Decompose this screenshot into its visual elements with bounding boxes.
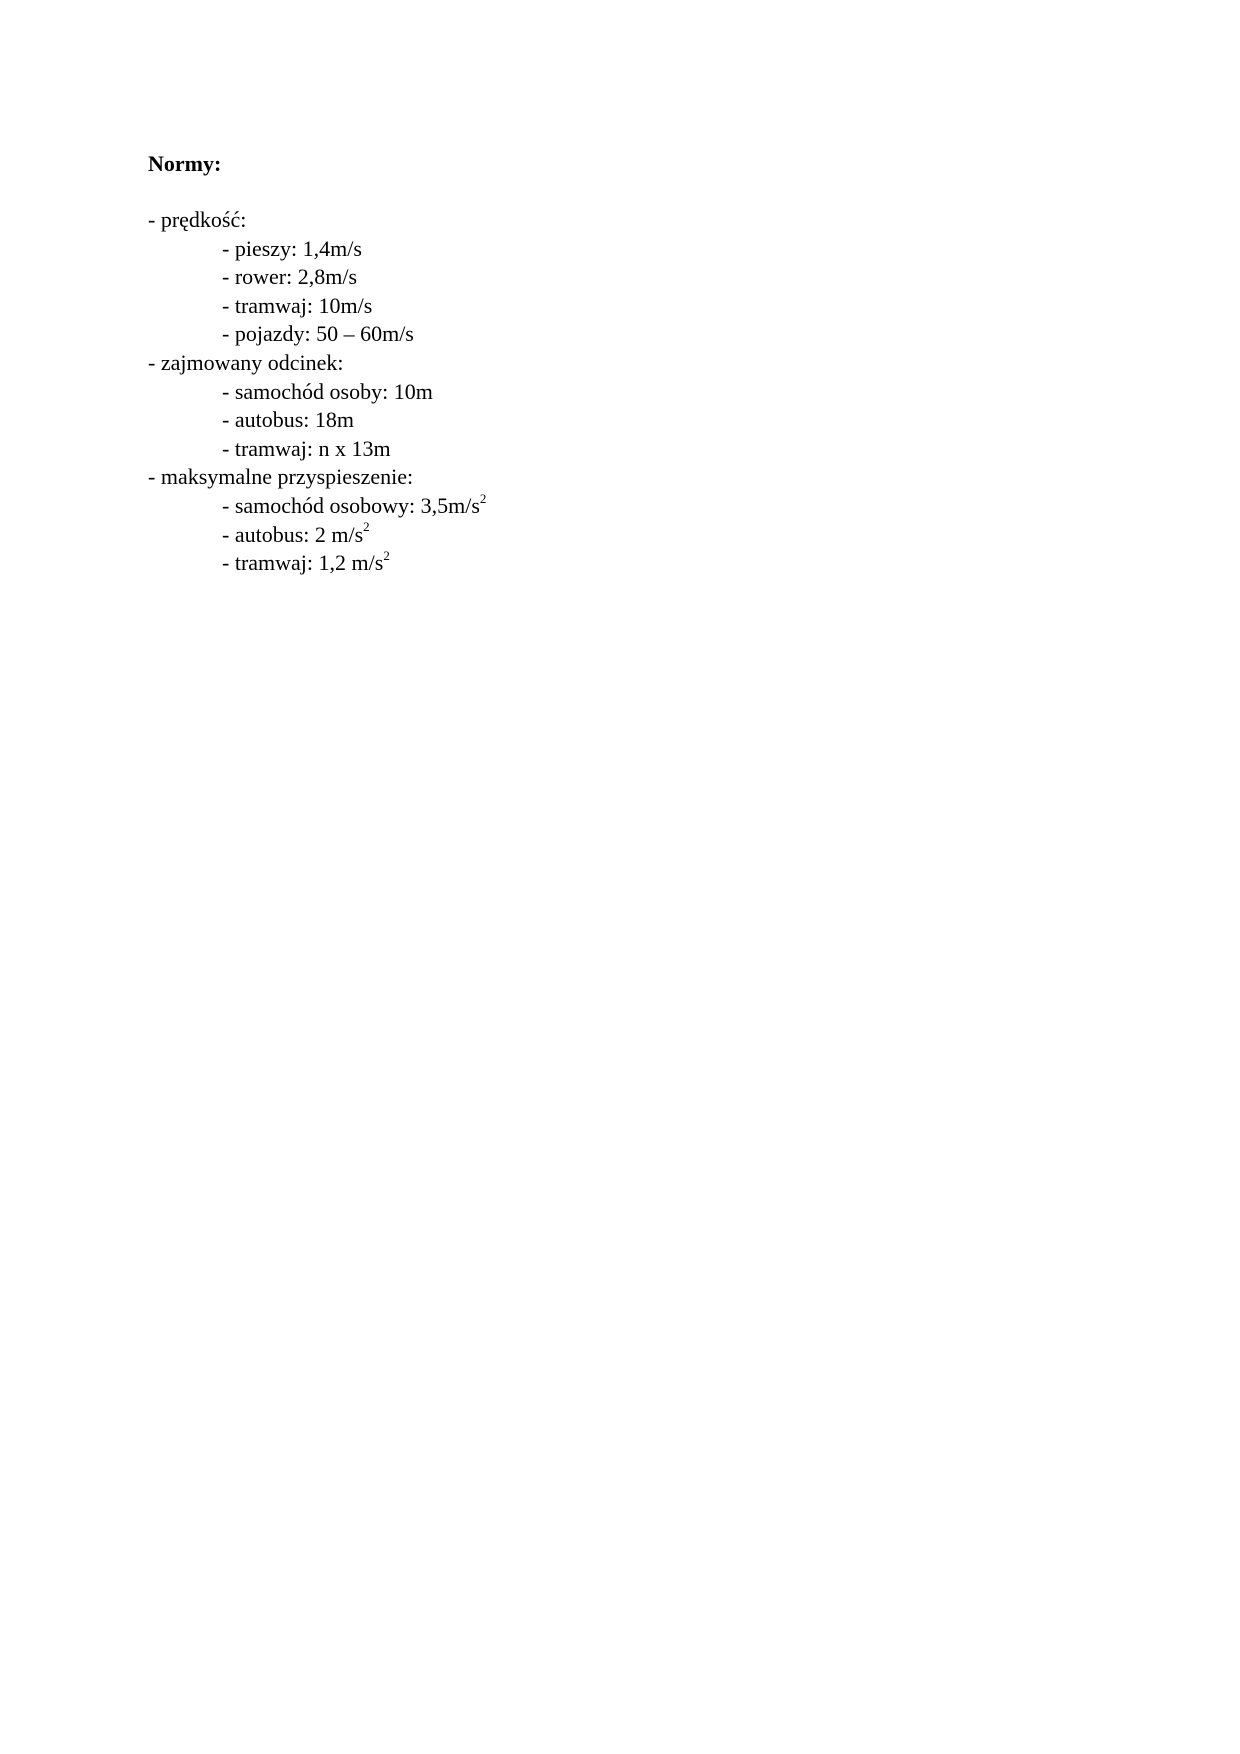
list-item-text: - pojazdy: 50 – 60m/s <box>222 321 414 347</box>
list-item-text: - tramwaj: n x 13m <box>222 435 391 461</box>
section-label-occupied-length: - zajmowany odcinek: <box>148 349 344 375</box>
list-item-text: - pieszy: 1,4m/s <box>222 235 362 261</box>
list-item-text: - samochód osoby: 10m <box>222 378 433 404</box>
document-heading: Normy: <box>148 151 222 176</box>
list-item <box>148 320 1048 349</box>
list-item-text: - autobus: 2 m/s <box>222 521 364 547</box>
norms-list <box>148 206 1048 578</box>
superscript: 2 <box>383 547 390 563</box>
list-item <box>148 235 1048 264</box>
superscript: 2 <box>363 519 370 535</box>
section-label-speed: - prędkość: <box>148 207 247 232</box>
list-item <box>148 263 1048 292</box>
list-item <box>148 492 1048 521</box>
list-item <box>148 435 1048 464</box>
list-item-text: - autobus: 18m <box>222 407 354 433</box>
list-item <box>148 549 1048 578</box>
list-item-text: - rower: 2,8m/s <box>222 264 358 290</box>
list-item-text: - samochód osobowy: 3,5m/s <box>222 492 480 518</box>
list-item <box>148 521 1048 550</box>
section-label-max-acceleration: - maksymalne przyspieszenie: <box>148 464 414 490</box>
list-item-text: - tramwaj: 1,2 m/s <box>222 550 384 576</box>
list-item <box>148 292 1048 321</box>
list-item <box>148 378 1048 407</box>
list-item <box>148 406 1048 435</box>
list-item-text: - tramwaj: 10m/s <box>222 292 373 318</box>
superscript: 2 <box>479 490 487 506</box>
